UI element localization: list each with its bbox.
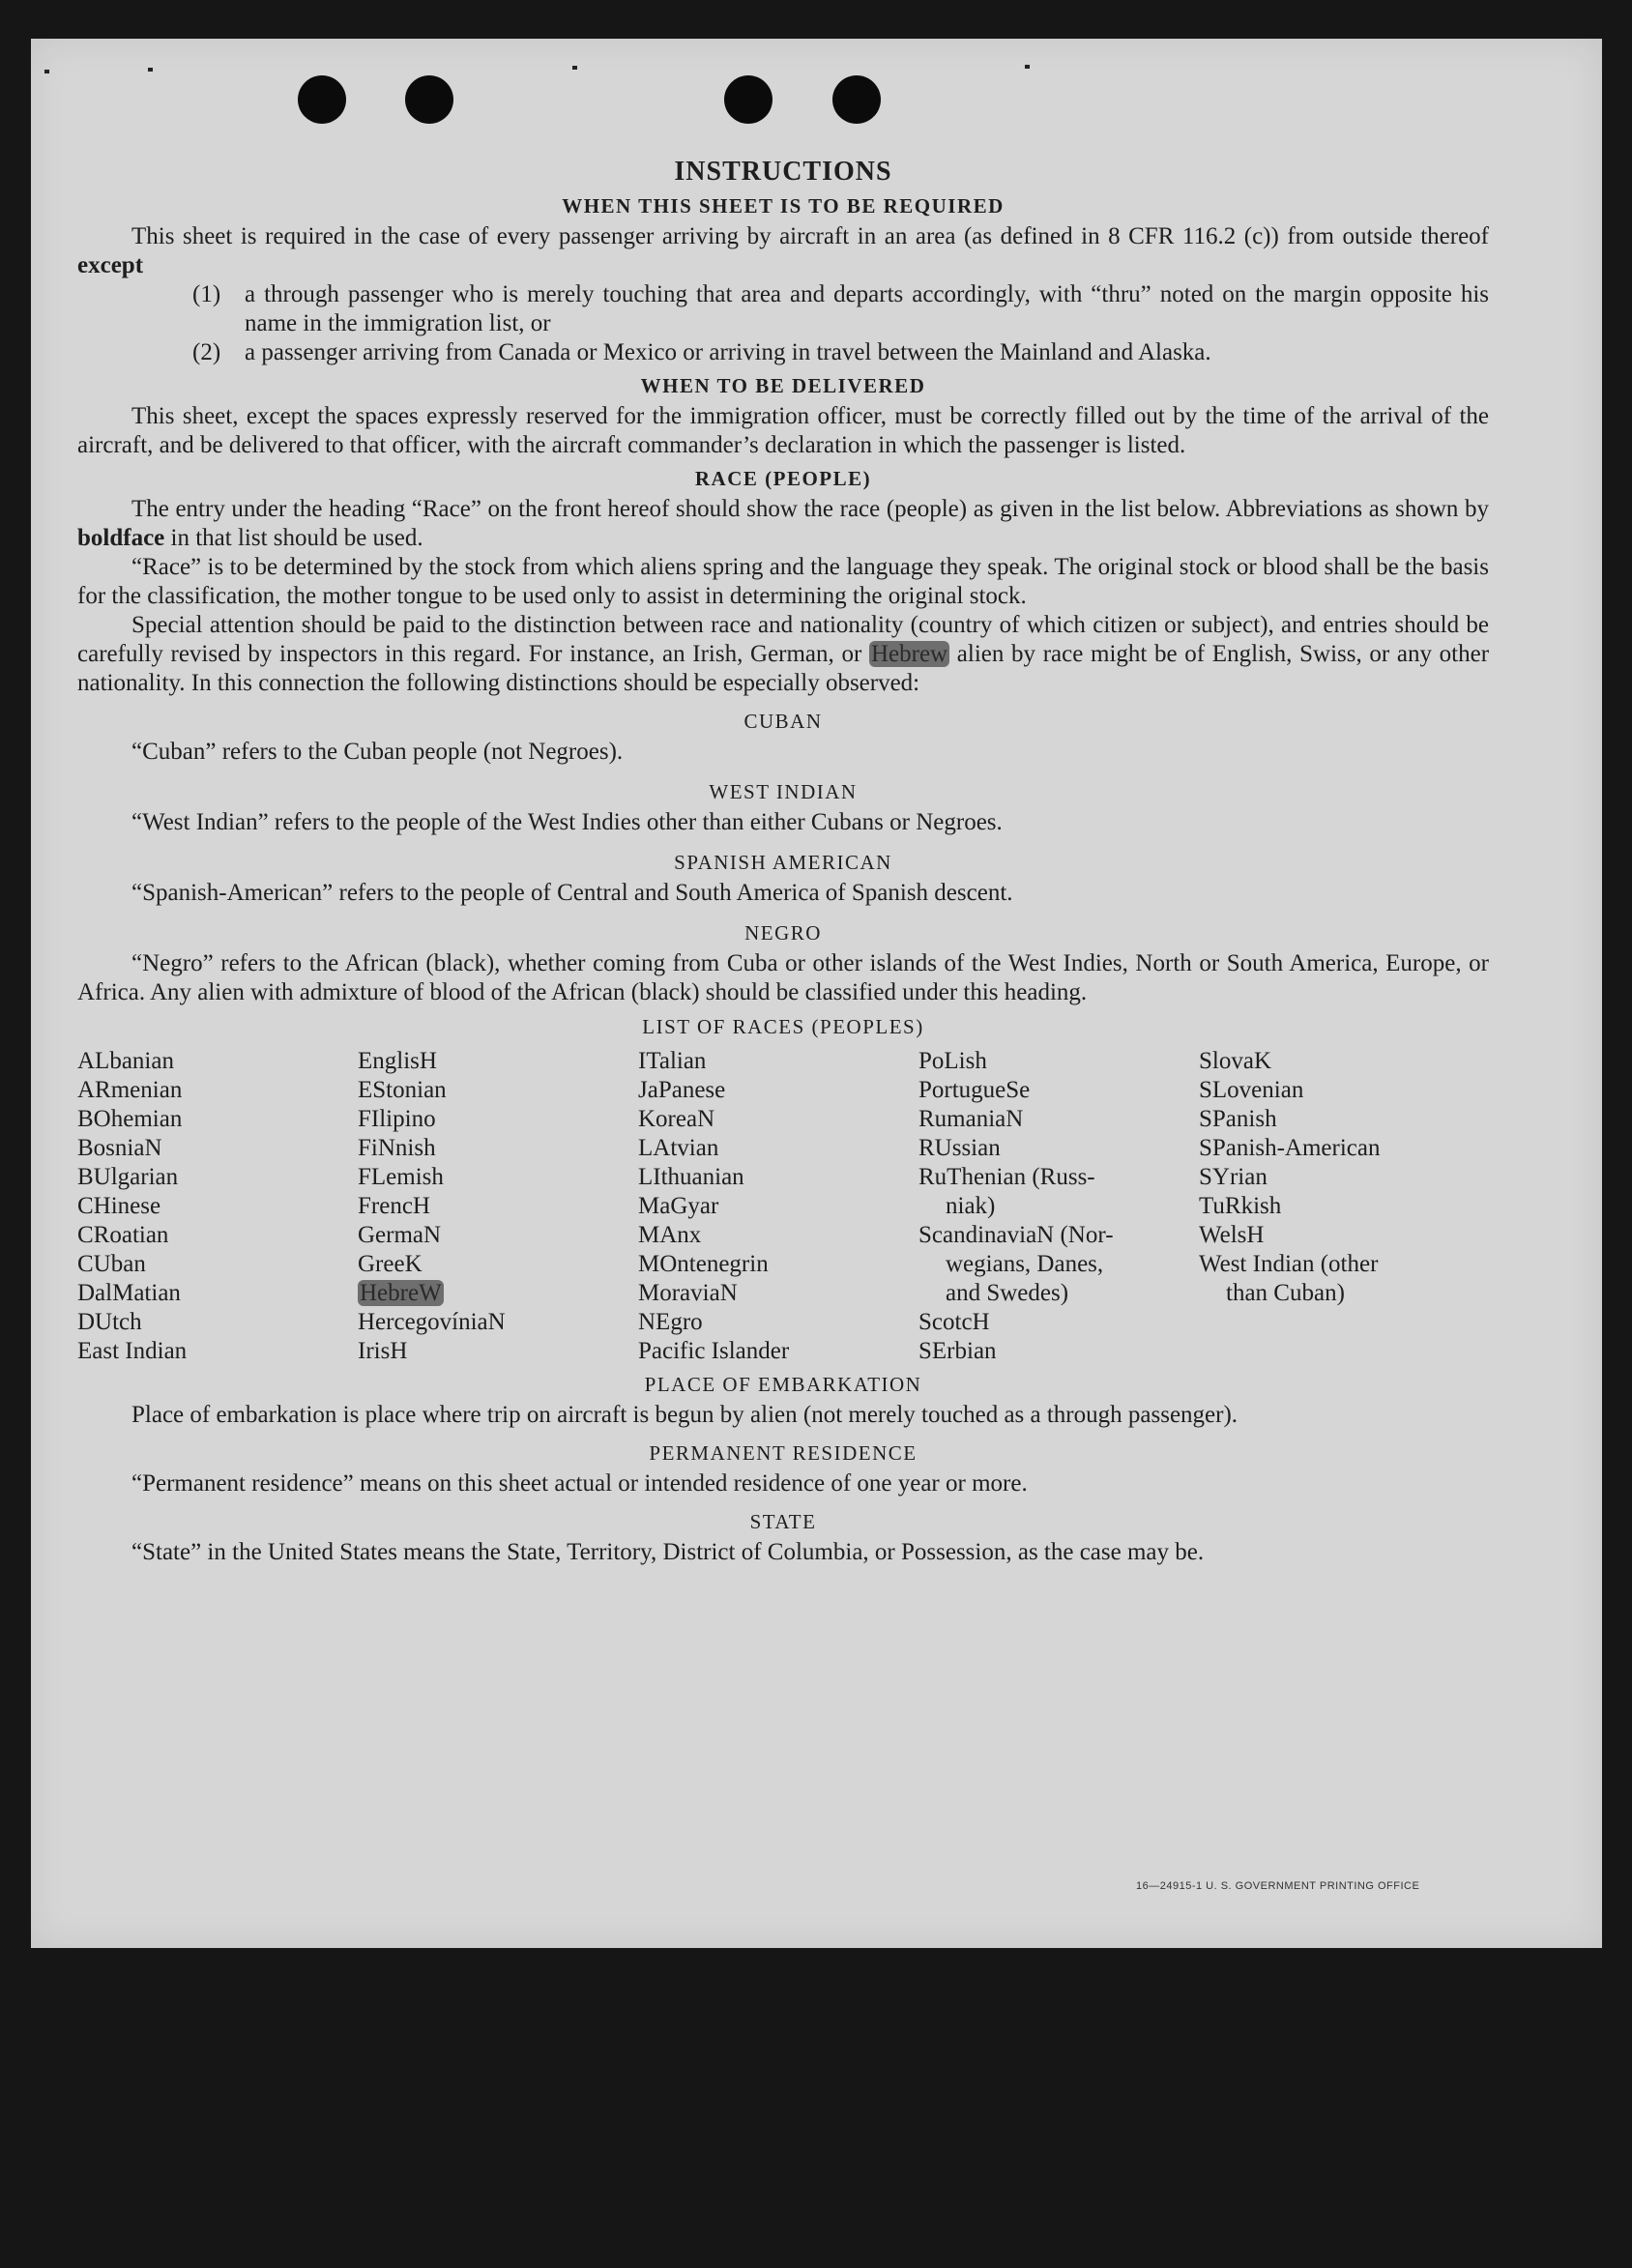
section-heading-embarkation: PLACE OF EMBARKATION xyxy=(644,1373,922,1396)
race-entry: SYrian xyxy=(1199,1164,1268,1190)
race-p3-text-end: alien by race might be of English, Swiss, or any other nationality. In this connection the following distinctions should be especially observed: xyxy=(77,641,1490,696)
race-entry: West Indian (other xyxy=(1199,1251,1379,1277)
race-entry: ALbanian xyxy=(77,1048,174,1074)
race-entry: CUban xyxy=(77,1251,146,1277)
race-entry: RumaniaN xyxy=(918,1106,1024,1132)
required-intro xyxy=(77,222,1489,280)
race-entry: MAnx xyxy=(638,1222,702,1248)
race-entry-continued: and Swedes) xyxy=(946,1280,1069,1306)
race-entry: MoraviaN xyxy=(638,1280,738,1306)
speck xyxy=(1025,65,1030,69)
race-paragraph-3 xyxy=(77,611,1489,698)
race-entry: EStonian xyxy=(358,1077,447,1103)
race-entry: NEgro xyxy=(638,1309,703,1335)
race-entry: RuThenian (Russ- xyxy=(918,1164,1095,1190)
document-page xyxy=(31,39,1602,1948)
race-entry: GermaN xyxy=(358,1222,442,1248)
race-entry: ITalian xyxy=(638,1048,707,1074)
race-entry: FIlipino xyxy=(358,1106,436,1132)
item-text: a passenger arriving from Canada or Mexico or arriving in travel between the Mainland and Alaska. xyxy=(245,339,1211,365)
redacted-word: Hebrew xyxy=(870,641,948,667)
section-heading-negro: NEGRO xyxy=(744,921,822,945)
race-entry-continued: than Cuban) xyxy=(1226,1280,1345,1306)
race-entry: PoLish xyxy=(918,1048,987,1074)
punch-hole xyxy=(298,75,346,124)
printing-office-code: 16—24915-1 U. S. GOVERNMENT PRINTING OFFICE xyxy=(1136,1880,1420,1892)
race-entry: Pacific Islander xyxy=(638,1338,790,1364)
item-text: a through passenger who is merely touching that area and departs accordingly, with “thru” noted on the margin opposite his name in the immigration list, or xyxy=(245,281,1489,336)
race-entry: SPanish xyxy=(1199,1106,1277,1132)
race-entry: IrisH xyxy=(358,1338,408,1364)
spanish-american-text: “Spanish-American” refers to the people of Central and South America of Spanish descent. xyxy=(131,880,1013,906)
punch-hole xyxy=(832,75,881,124)
race-paragraph-2: “Race” is to be determined by the stock from which aliens spring and the language they speak. The original stock or blood shall be the basis for the classification, the mother tongue to be used only to assist in determining the original stock. xyxy=(77,554,1489,609)
section-heading-residence: PERMANENT RESIDENCE xyxy=(649,1441,918,1465)
page-title: INSTRUCTIONS xyxy=(674,157,892,187)
item-number: (2) xyxy=(192,339,221,365)
race-entry: FrencH xyxy=(358,1193,430,1219)
required-exception-2 xyxy=(77,338,1489,367)
redacted-race-entry: HebreW xyxy=(360,1280,442,1306)
race-entry: DUtch xyxy=(77,1309,142,1335)
race-entry: WelsH xyxy=(1199,1222,1265,1248)
section-heading-state: STATE xyxy=(749,1510,817,1533)
speck xyxy=(44,70,49,73)
race-entry: GreeK xyxy=(358,1251,423,1277)
race-entry: ScandinaviaN (Nor- xyxy=(918,1222,1114,1248)
required-intro-text: This sheet is required in the case of every passenger arriving by aircraft in an area (as defined in 8 CFR 116.2 (c)) from outside thereof xyxy=(131,223,1489,249)
race-entry: RUssian xyxy=(918,1135,1001,1161)
required-exception-1 xyxy=(77,280,1489,338)
section-heading-required: WHEN THIS SHEET IS TO BE REQUIRED xyxy=(562,194,1005,218)
race-entry: BosniaN xyxy=(77,1135,162,1161)
race-entry: TuRkish xyxy=(1199,1193,1282,1219)
item-number: (1) xyxy=(192,281,221,307)
race-p1-bold: boldface xyxy=(77,525,165,551)
race-entry: SlovaK xyxy=(1199,1048,1271,1074)
section-heading-delivered: WHEN TO BE DELIVERED xyxy=(640,374,926,397)
races-column-5 xyxy=(1199,1047,1479,1366)
races-column-4 xyxy=(918,1047,1199,1366)
race-entry: LAtvian xyxy=(638,1135,719,1161)
section-heading-west-indian: WEST INDIAN xyxy=(709,780,858,803)
race-entry: DalMatian xyxy=(77,1280,181,1306)
race-entry: JaPanese xyxy=(638,1077,726,1103)
race-entry: BUlgarian xyxy=(77,1164,179,1190)
west-indian-text: “West Indian” refers to the people of the West Indies other than either Cubans or Negroes. xyxy=(131,809,1003,835)
race-paragraph-1 xyxy=(77,495,1489,553)
section-heading-race: RACE (PEOPLE) xyxy=(694,467,872,490)
race-entry: CRoatian xyxy=(77,1222,169,1248)
race-entry: KoreaN xyxy=(638,1106,715,1132)
race-entry: FLemish xyxy=(358,1164,444,1190)
race-entry: MaGyar xyxy=(638,1193,719,1219)
section-heading-list-of-races: LIST OF RACES (PEOPLES) xyxy=(642,1015,924,1038)
race-p3-text: Special attention should be paid to the distinction between race and nationality (country of which citizen or subject), and entries should be carefully revised by inspectors in this regard. For instance, an Irish, German, or xyxy=(77,612,1489,667)
race-entry: SPanish-American xyxy=(1199,1135,1381,1161)
residence-text: “Permanent residence” means on this sheet actual or intended residence of one year or more. xyxy=(131,1470,1028,1497)
section-heading-cuban: CUBAN xyxy=(743,710,823,733)
races-column-2 xyxy=(358,1047,638,1366)
delivered-text: This sheet, except the spaces expressly reserved for the immigration officer, must be correctly filled out by the time of the arrival of the aircraft, and be delivered to that officer, with the aircraft commander’s declaration in which the passenger is listed. xyxy=(77,403,1489,458)
race-entry: ARmenian xyxy=(77,1077,183,1103)
race-entry: EnglisH xyxy=(358,1048,437,1074)
race-entry: CHinese xyxy=(77,1193,161,1219)
required-intro-bold: except xyxy=(77,252,144,278)
race-entry: PortugueSe xyxy=(918,1077,1031,1103)
punch-hole xyxy=(724,75,772,124)
race-entry: FiNnish xyxy=(358,1135,436,1161)
race-entry: MOntenegrin xyxy=(638,1251,769,1277)
race-entry: East Indian xyxy=(77,1338,188,1364)
section-heading-spanish-american: SPANISH AMERICAN xyxy=(674,851,892,874)
cuban-text: “Cuban” refers to the Cuban people (not Negroes). xyxy=(131,739,624,765)
speck xyxy=(572,66,577,70)
race-entry xyxy=(358,1279,638,1308)
race-entry-continued: wegians, Danes, xyxy=(946,1251,1104,1277)
race-entry-continued: niak) xyxy=(946,1193,996,1219)
state-text: “State” in the United States means the State, Territory, District of Columbia, or Possession, as the case may be. xyxy=(131,1539,1205,1565)
race-entry: SErbian xyxy=(918,1338,997,1364)
speck xyxy=(148,68,153,72)
race-entry: LIthuanian xyxy=(638,1164,744,1190)
race-entry: ScotcH xyxy=(918,1309,990,1335)
negro-text: “Negro” refers to the African (black), whether coming from Cuba or other islands of the West Indies, North or South America, Europe, or Africa. Any alien with admixture of blood of the African (black) should be classified under this heading. xyxy=(77,950,1489,1005)
punch-hole xyxy=(405,75,453,124)
races-column-3 xyxy=(638,1047,918,1366)
races-column-1 xyxy=(77,1047,358,1366)
instructions-body xyxy=(77,157,1489,1567)
race-entry: SLovenian xyxy=(1199,1077,1304,1103)
race-p1-text-end: in that list should be used. xyxy=(170,525,423,551)
race-entry: HercegovíniaN xyxy=(358,1309,506,1335)
embarkation-text: Place of embarkation is place where trip on aircraft is begun by alien (not merely touched as a through passenger). xyxy=(131,1402,1239,1428)
races-list xyxy=(77,1047,1489,1366)
race-entry: BOhemian xyxy=(77,1106,183,1132)
race-p1-text: The entry under the heading “Race” on the front hereof should show the race (people) as given in the list below. Abbreviations as shown by xyxy=(131,496,1489,522)
